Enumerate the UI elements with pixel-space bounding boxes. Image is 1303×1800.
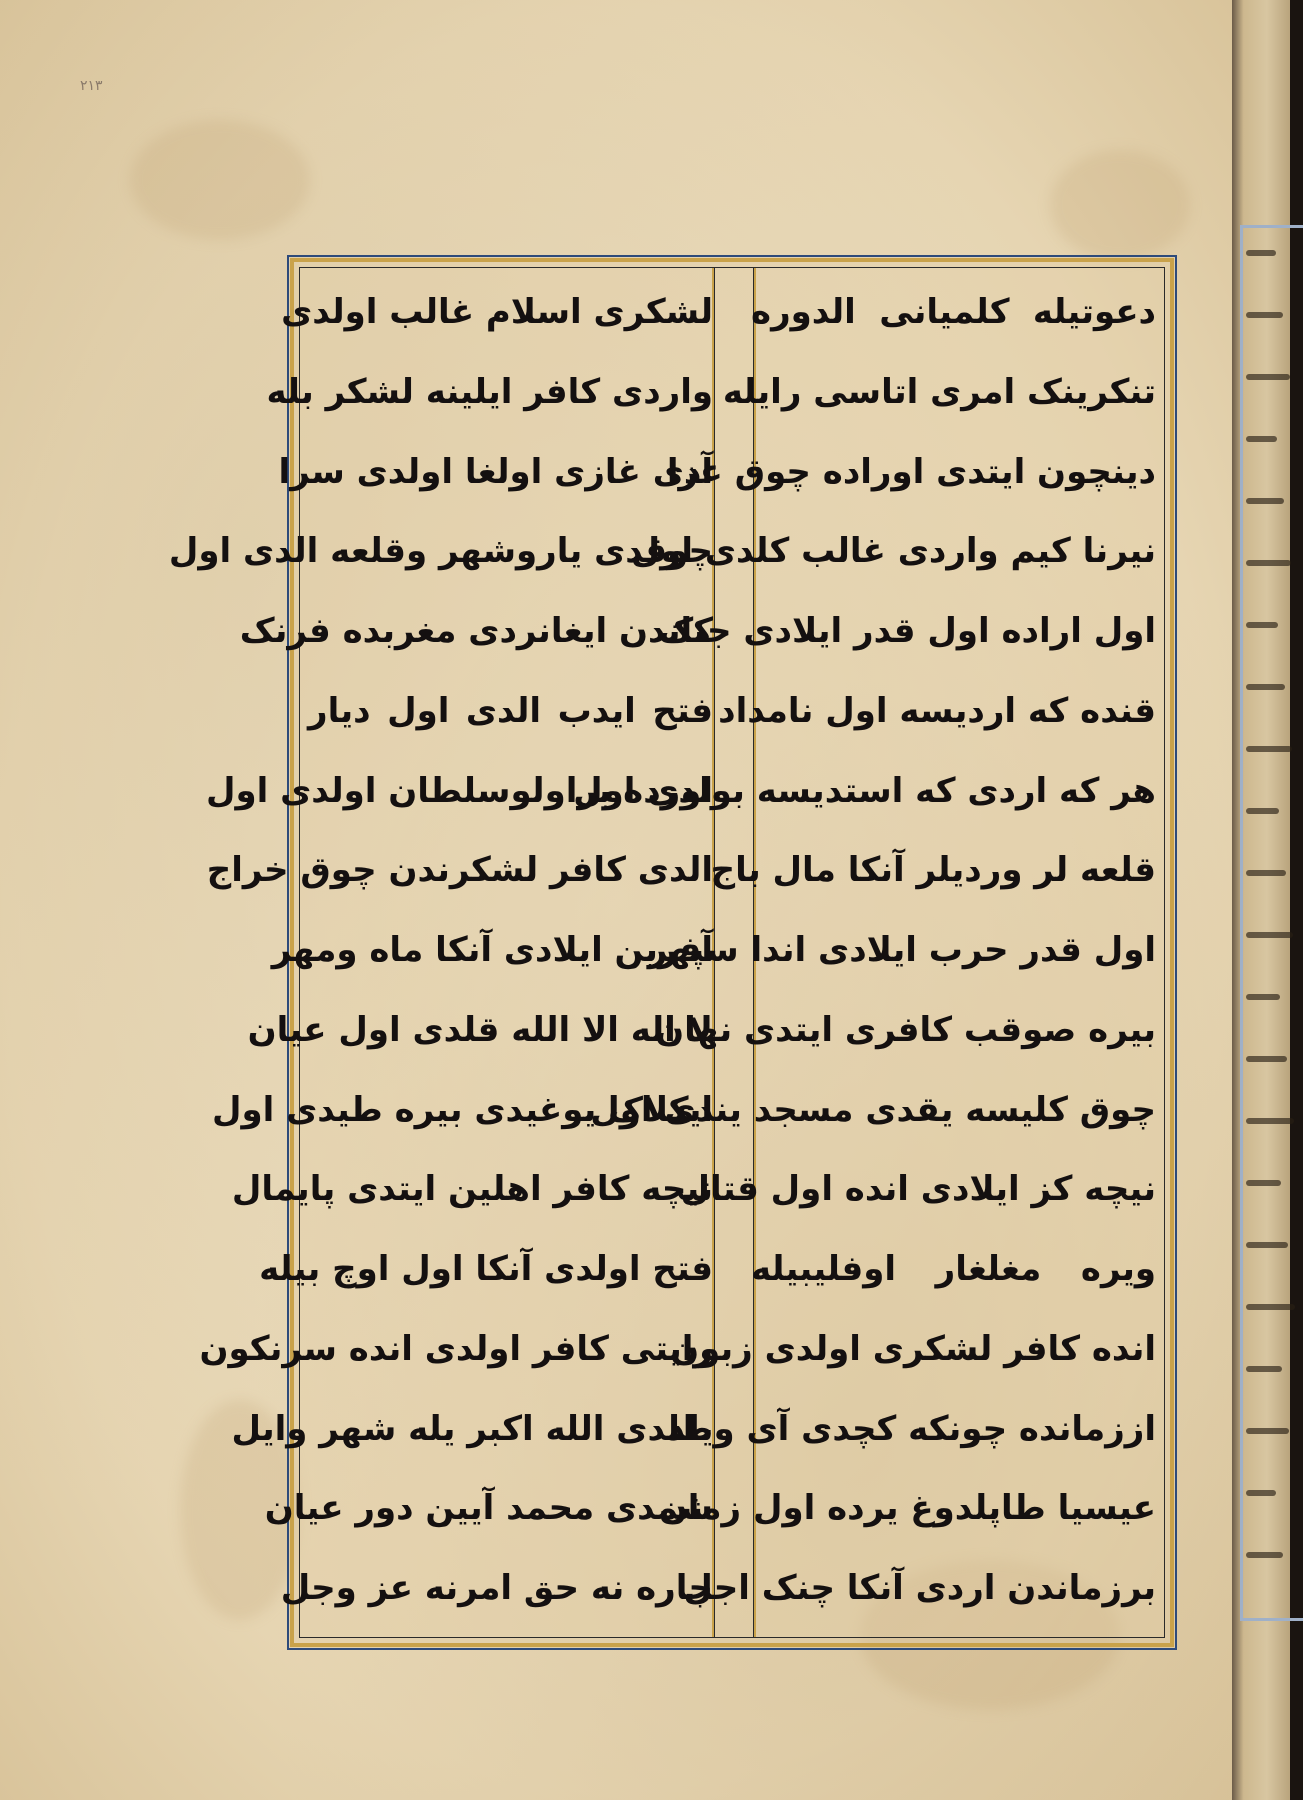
verse-line: بیره صوقب کافری ایتدی نهان [655,1009,1156,1050]
verse-line: قلعه لر وردیلر آنکا مال باج [710,850,1156,891]
verse-line: شمدی محمد آیین دور عیان [264,1488,713,1529]
facing-page-text-stroke [1246,374,1290,380]
verse-line: کاندن ایغانردی مغربده فرنک [239,611,713,651]
facing-page-text-stroke [1246,746,1292,752]
facing-page-text-stroke [1246,1242,1288,1248]
verse-line: آدی غازی اولغا اولدی سرا [278,451,713,492]
folio-number: ۲۱۳ [80,78,103,94]
facing-page-text-stroke [1246,994,1280,1000]
verse-line: چوق کلیسه یقدی مسجد یندی اول [590,1089,1156,1130]
verse-line: نیچه کافر اهلین ایتدی پایمال [231,1169,713,1210]
facing-page-text-stroke [1246,1490,1276,1496]
verse-line: ایکلاک یوغیدی بیره طیدی اول [211,1089,713,1130]
ruled-frame [168,267,1165,1638]
verse-line: الدی کافر لشکرندن چوق خراج [206,850,713,891]
verse-line: عیسیا طاپلدوغ یرده اول زمان [658,1488,1156,1529]
facing-page-text-stroke [1246,808,1279,814]
verse-line: نیچه کز ایلادی انده اول قتال [680,1169,1156,1210]
verse-line: چوقدی یاروشهر وقلعه الدی اول [168,531,713,572]
verse-line: انده کافر لشکری اولدی زبون [670,1328,1156,1369]
facing-page-text-stroke [1246,250,1276,256]
facing-page-text-stroke [1246,1180,1281,1186]
text-block [168,255,1177,1650]
verse-line: واردی کافر ایلینه لشکر بله [266,371,713,412]
verse-line: تنکرینک امری اتاسی رایله [722,371,1156,412]
facing-page-text-stroke [1246,870,1286,876]
verse-line: چاره نه حق امرنه عز وجل [280,1568,713,1608]
verse-line: لشکری اسلام غالب اولدی [281,292,713,332]
verse-line: برزماندن اردی آنکا چنک اجل [683,1568,1156,1608]
verse-line: هر که اردی که استدیسه بولدی اول [573,770,1156,811]
verse-line: اورده براولوسلطان اولدی اول [205,770,713,811]
verse-line: ویره مغلغار اوفلیبیله [751,1249,1156,1289]
verse-line: اول قدر حرب ایلادی اندا سپهر [647,930,1156,970]
verse-line: فتح ایدب الدی اول دیار [308,690,713,731]
verse-line: لا اله الا الله قلدی اول عیان [247,1009,713,1050]
facing-page-text-stroke [1246,932,1293,938]
verse-line: نیرنا کیم واردی غالب کلدی اول [630,531,1156,572]
verse-line: دعوتیله کلمیانی الدوره [751,292,1156,332]
facing-page-text-stroke [1246,1118,1294,1124]
facing-page-text-stroke [1246,1366,1282,1372]
verse-line: رایتی کافر اولدی انده سرنکون [199,1328,713,1369]
facing-page-edge [1232,0,1290,1800]
facing-page-text-stroke [1246,1552,1283,1558]
verse-line: قنده که اردیسه اول نامداد [718,690,1156,731]
verse-line: طلدی الله اکبر یله شهر وایل [231,1408,713,1449]
left-column [168,282,713,1627]
facing-page-text-stroke [1246,1056,1287,1062]
verse-line: فتح اولدی آنکا اول اوچ بیله [259,1249,713,1289]
facing-page-text-stroke [1246,1304,1295,1310]
facing-page-text-stroke [1246,498,1284,504]
facing-page-text-stroke [1246,1428,1289,1434]
verse-line: اززمانده چونکه کچدی آی ویلد [667,1408,1156,1449]
facing-page-text-stroke [1246,560,1291,566]
verse-line: دینچون ایتدی اوراده چوق غزا [666,451,1156,492]
facing-page-text-stroke [1246,684,1285,690]
verse-line: اول اراده اول قدر ایلادی جنک [658,611,1156,651]
facing-page-frame [1240,225,1303,1621]
facing-page-text-stroke [1246,622,1278,628]
right-column [573,282,1156,1627]
facing-page-text-stroke [1246,436,1277,442]
facing-page-text-stroke [1246,312,1283,318]
verse-line: آفرین ایلادی آنکا ماه ومهر [271,930,713,970]
